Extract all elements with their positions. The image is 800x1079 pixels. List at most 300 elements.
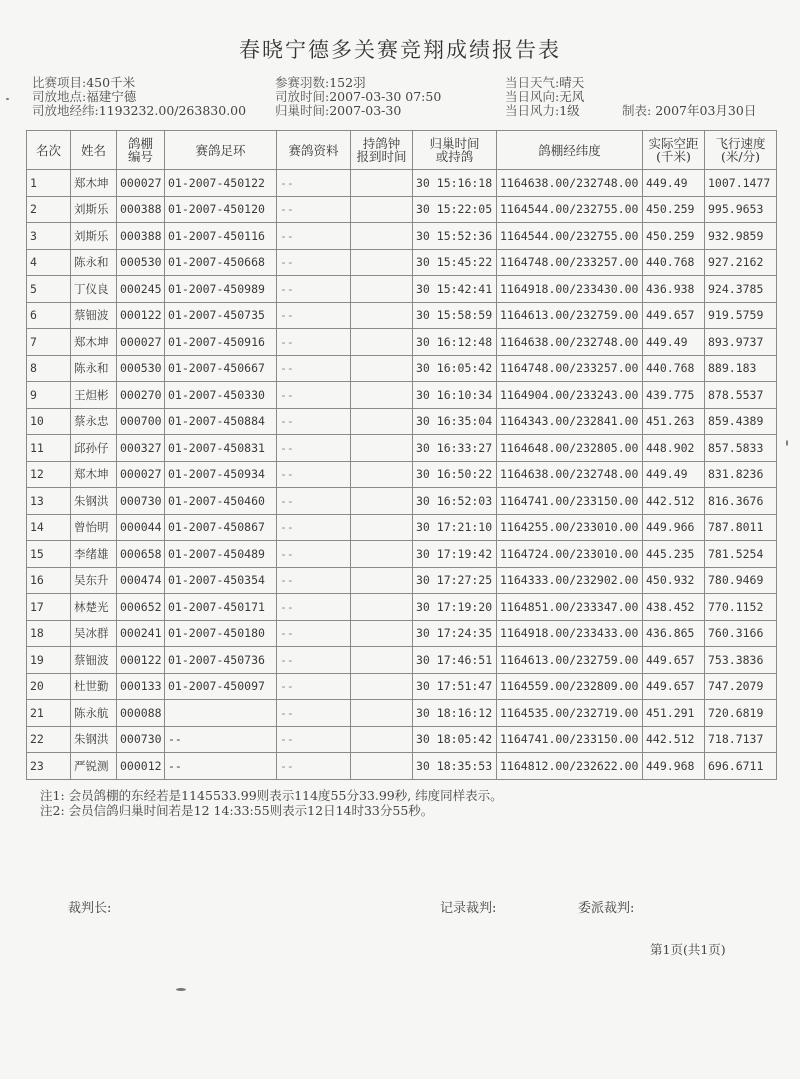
cell-arrive: 30 18:35:53 (413, 753, 497, 780)
cell-name: 曾怡明 (71, 514, 117, 541)
cell-speed: 831.8236 (705, 461, 777, 488)
cell-name: 朱钢洪 (71, 488, 117, 515)
cell-ring: 01-2007-450884 (165, 408, 277, 435)
table-row (27, 196, 777, 223)
cell-arrive: 30 15:16:18 (413, 170, 497, 197)
table-row (27, 223, 777, 250)
cell-clock (351, 673, 413, 700)
cell-name: 陈永和 (71, 355, 117, 382)
cell-ring: 01-2007-450330 (165, 382, 277, 409)
cell-distance: 440.768 (643, 249, 705, 276)
weather-value: 晴天 (559, 75, 585, 90)
scan-speck (786, 440, 788, 446)
cell-coords: 1164333.00/232902.00 (497, 567, 643, 594)
table-row (27, 355, 777, 382)
cell-name: 陈永和 (71, 249, 117, 276)
header-arrive-line1: 归巢时间 (429, 136, 480, 151)
cell-speed: 924.3785 (705, 276, 777, 303)
cell-coords: 1164748.00/233257.00 (497, 249, 643, 276)
cell-ring: -- (165, 726, 277, 753)
print-value: 2007年03月30日 (655, 103, 757, 118)
cell-info: -- (277, 196, 351, 223)
cell-distance: 442.512 (643, 488, 705, 515)
report-title: 春晓宁德多关赛竞翔成绩报告表 (239, 38, 561, 62)
cell-arrive: 30 18:05:42 (413, 726, 497, 753)
cell-arrive: 30 16:12:48 (413, 329, 497, 356)
cell-ring: 01-2007-450916 (165, 329, 277, 356)
table-row (27, 382, 777, 409)
cell-info: -- (277, 355, 351, 382)
cell-distance: 449.49 (643, 329, 705, 356)
table-row (27, 461, 777, 488)
cell-speed: 747.2079 (705, 673, 777, 700)
cell-coop: 000027 (117, 170, 165, 197)
cell-rank: 21 (27, 700, 71, 727)
cell-name: 李绪雄 (71, 541, 117, 568)
cell-coords: 1164918.00/233430.00 (497, 276, 643, 303)
cell-info: -- (277, 329, 351, 356)
cell-coords: 1164724.00/233010.00 (497, 541, 643, 568)
info-return (275, 104, 401, 118)
info-coords (32, 104, 246, 118)
entries-value: 152羽 (329, 75, 366, 90)
entries-label: 参赛羽数: (275, 75, 330, 90)
cell-clock (351, 620, 413, 647)
cell-distance: 449.49 (643, 461, 705, 488)
header-clock-line1: 持鸽钟 (362, 136, 401, 151)
cell-speed: 932.9859 (705, 223, 777, 250)
cell-arrive: 30 16:33:27 (413, 435, 497, 462)
cell-distance: 449.657 (643, 673, 705, 700)
header-speed-line1: 飞行速度 (715, 136, 766, 151)
cell-clock (351, 647, 413, 674)
table-row (27, 700, 777, 727)
cell-ring: 01-2007-450122 (165, 170, 277, 197)
table-row (27, 753, 777, 780)
cell-coords: 1164613.00/232759.00 (497, 302, 643, 329)
cell-name: 邱孙仔 (71, 435, 117, 462)
cell-name: 蔡钿波 (71, 302, 117, 329)
info-event (32, 76, 135, 90)
print-label: 制表: (622, 103, 652, 118)
signature-record-referee: 记录裁判: (440, 901, 497, 916)
cell-coop: 000245 (117, 276, 165, 303)
cell-name: 刘斯乐 (71, 196, 117, 223)
signature-delegate-referee: 委派裁判: (578, 901, 635, 916)
table-row (27, 435, 777, 462)
cell-speed: 696.6711 (705, 753, 777, 780)
table-row (27, 567, 777, 594)
cell-name: 刘斯乐 (71, 223, 117, 250)
release-label: 司放时间: (275, 89, 330, 104)
cell-info: -- (277, 620, 351, 647)
cell-distance: 449.966 (643, 514, 705, 541)
cell-distance: 445.235 (643, 541, 705, 568)
return-label: 归巢时间: (275, 103, 330, 118)
cell-clock (351, 223, 413, 250)
table-row (27, 514, 777, 541)
cell-coords: 1164559.00/232809.00 (497, 673, 643, 700)
cell-coop: 000388 (117, 223, 165, 250)
cell-name: 陈永航 (71, 700, 117, 727)
cell-speed: 718.7137 (705, 726, 777, 753)
cell-info: -- (277, 170, 351, 197)
cell-coords: 1164812.00/232622.00 (497, 753, 643, 780)
results-body (27, 170, 777, 780)
header-coop-line1: 鸽棚 (127, 136, 153, 151)
cell-clock (351, 594, 413, 621)
cell-coop: 000388 (117, 196, 165, 223)
cell-rank: 2 (27, 196, 71, 223)
cell-ring (165, 700, 277, 727)
cell-speed: 1007.1477 (705, 170, 777, 197)
cell-arrive: 30 16:35:04 (413, 408, 497, 435)
cell-speed: 816.3676 (705, 488, 777, 515)
cell-coop: 000652 (117, 594, 165, 621)
cell-rank: 20 (27, 673, 71, 700)
cell-rank: 19 (27, 647, 71, 674)
table-row (27, 408, 777, 435)
cell-distance: 451.291 (643, 700, 705, 727)
scan-speck (6, 98, 9, 100)
cell-rank: 7 (27, 329, 71, 356)
cell-rank: 15 (27, 541, 71, 568)
cell-coop: 000012 (117, 753, 165, 780)
cell-speed: 753.3836 (705, 647, 777, 674)
cell-arrive: 30 15:42:41 (413, 276, 497, 303)
wind-direction-value: 无风 (559, 89, 585, 104)
cell-info: -- (277, 435, 351, 462)
header-coords: 鸽棚经纬度 (497, 131, 643, 170)
cell-speed: 787.8011 (705, 514, 777, 541)
cell-info: -- (277, 726, 351, 753)
cell-distance: 449.49 (643, 170, 705, 197)
cell-info: -- (277, 700, 351, 727)
table-row (27, 620, 777, 647)
cell-coop: 000474 (117, 567, 165, 594)
info-print-date (622, 104, 756, 118)
cell-arrive: 30 16:52:03 (413, 488, 497, 515)
cell-clock (351, 408, 413, 435)
cell-name: 郑木坤 (71, 461, 117, 488)
cell-ring: 01-2007-450989 (165, 276, 277, 303)
cell-ring: 01-2007-450171 (165, 594, 277, 621)
table-row (27, 726, 777, 753)
cell-arrive: 30 17:21:10 (413, 514, 497, 541)
cell-coords: 1164343.00/232841.00 (497, 408, 643, 435)
place-label: 司放地点: (32, 89, 87, 104)
header-coop-line2: 编号 (127, 149, 153, 164)
cell-info: -- (277, 673, 351, 700)
cell-clock (351, 753, 413, 780)
table-row (27, 541, 777, 568)
cell-speed: 878.5537 (705, 382, 777, 409)
cell-clock (351, 382, 413, 409)
cell-rank: 13 (27, 488, 71, 515)
info-place (32, 90, 136, 104)
cell-info: -- (277, 461, 351, 488)
cell-ring: 01-2007-450354 (165, 567, 277, 594)
footnotes (40, 788, 503, 818)
header-arrive (413, 131, 497, 170)
cell-distance: 449.968 (643, 753, 705, 780)
scan-speck (176, 988, 186, 991)
cell-coop: 000730 (117, 488, 165, 515)
header-distance-line1: 实际空距 (648, 136, 699, 151)
cell-coords: 1164918.00/233433.00 (497, 620, 643, 647)
cell-rank: 4 (27, 249, 71, 276)
table-header-row (27, 131, 777, 170)
event-value: 450千米 (86, 75, 136, 90)
cell-coop: 000122 (117, 302, 165, 329)
cell-coop: 000530 (117, 355, 165, 382)
cell-speed: 780.9469 (705, 567, 777, 594)
cell-info: -- (277, 249, 351, 276)
cell-distance: 450.259 (643, 196, 705, 223)
cell-distance: 449.657 (643, 302, 705, 329)
cell-speed: 995.9653 (705, 196, 777, 223)
cell-clock (351, 461, 413, 488)
cell-info: -- (277, 594, 351, 621)
cell-rank: 11 (27, 435, 71, 462)
place-value: 福建宁德 (86, 89, 137, 104)
cell-arrive: 30 16:50:22 (413, 461, 497, 488)
cell-clock (351, 355, 413, 382)
cell-coop: 000044 (117, 514, 165, 541)
cell-info: -- (277, 753, 351, 780)
table-row (27, 170, 777, 197)
cell-coop: 000241 (117, 620, 165, 647)
cell-arrive: 30 17:24:35 (413, 620, 497, 647)
cell-rank: 1 (27, 170, 71, 197)
cell-coop: 000027 (117, 461, 165, 488)
cell-name: 吴冰群 (71, 620, 117, 647)
cell-ring: 01-2007-450867 (165, 514, 277, 541)
cell-ring: 01-2007-450667 (165, 355, 277, 382)
header-ring: 赛鸽足环 (165, 131, 277, 170)
table-row (27, 329, 777, 356)
cell-ring: 01-2007-450831 (165, 435, 277, 462)
cell-name: 丁仪良 (71, 276, 117, 303)
cell-clock (351, 700, 413, 727)
cell-ring: 01-2007-450116 (165, 223, 277, 250)
header-info: 赛鸽资料 (277, 131, 351, 170)
cell-coords: 1164741.00/233150.00 (497, 726, 643, 753)
cell-distance: 450.259 (643, 223, 705, 250)
info-wind-direction (505, 90, 584, 104)
cell-rank: 3 (27, 223, 71, 250)
header-clock-line2: 报到时间 (356, 149, 407, 164)
cell-info: -- (277, 647, 351, 674)
cell-distance: 436.865 (643, 620, 705, 647)
cell-arrive: 30 17:27:25 (413, 567, 497, 594)
cell-name: 杜世勤 (71, 673, 117, 700)
cell-coop: 000327 (117, 435, 165, 462)
cell-coop: 000530 (117, 249, 165, 276)
cell-name: 严锐测 (71, 753, 117, 780)
cell-ring: 01-2007-450934 (165, 461, 277, 488)
cell-name: 吴东升 (71, 567, 117, 594)
cell-info: -- (277, 302, 351, 329)
cell-coop: 000658 (117, 541, 165, 568)
cell-name: 王炟彬 (71, 382, 117, 409)
table-row (27, 302, 777, 329)
header-arrive-line2: 或持鸽 (435, 149, 474, 164)
cell-info: -- (277, 382, 351, 409)
event-label: 比赛项目: (32, 75, 87, 90)
cell-clock (351, 329, 413, 356)
cell-distance: 451.263 (643, 408, 705, 435)
cell-arrive: 30 15:52:36 (413, 223, 497, 250)
cell-arrive: 30 16:10:34 (413, 382, 497, 409)
cell-speed: 770.1152 (705, 594, 777, 621)
cell-arrive: 30 17:46:51 (413, 647, 497, 674)
cell-rank: 10 (27, 408, 71, 435)
cell-info: -- (277, 408, 351, 435)
cell-rank: 9 (27, 382, 71, 409)
cell-coop: 000133 (117, 673, 165, 700)
cell-rank: 16 (27, 567, 71, 594)
cell-speed: 919.5759 (705, 302, 777, 329)
cell-speed: 893.9737 (705, 329, 777, 356)
cell-rank: 18 (27, 620, 71, 647)
coords-label: 司放地经纬: (32, 103, 99, 118)
cell-rank: 14 (27, 514, 71, 541)
cell-speed: 720.6819 (705, 700, 777, 727)
cell-rank: 17 (27, 594, 71, 621)
cell-info: -- (277, 541, 351, 568)
release-value: 2007-03-30 07:50 (329, 89, 442, 104)
cell-arrive: 30 17:51:47 (413, 673, 497, 700)
cell-coords: 1164851.00/233347.00 (497, 594, 643, 621)
cell-clock (351, 170, 413, 197)
cell-ring: -- (165, 753, 277, 780)
cell-rank: 8 (27, 355, 71, 382)
cell-speed: 760.3166 (705, 620, 777, 647)
cell-arrive: 30 18:16:12 (413, 700, 497, 727)
cell-clock (351, 249, 413, 276)
info-wind-power (505, 104, 580, 118)
page-number: 第1页(共1页) (650, 942, 726, 957)
cell-coop: 000088 (117, 700, 165, 727)
cell-distance: 448.902 (643, 435, 705, 462)
cell-ring: 01-2007-450097 (165, 673, 277, 700)
cell-distance: 440.768 (643, 355, 705, 382)
cell-rank: 12 (27, 461, 71, 488)
cell-name: 蔡钿波 (71, 647, 117, 674)
cell-coords: 1164613.00/232759.00 (497, 647, 643, 674)
cell-distance: 449.657 (643, 647, 705, 674)
cell-coords: 1164904.00/233243.00 (497, 382, 643, 409)
header-name: 姓名 (71, 131, 117, 170)
cell-name: 郑木坤 (71, 170, 117, 197)
cell-ring: 01-2007-450180 (165, 620, 277, 647)
header-coop (117, 131, 165, 170)
cell-clock (351, 726, 413, 753)
cell-coop: 000122 (117, 647, 165, 674)
cell-clock (351, 276, 413, 303)
cell-arrive: 30 15:22:05 (413, 196, 497, 223)
return-value: 2007-03-30 (329, 103, 402, 118)
header-rank: 名次 (27, 131, 71, 170)
cell-coords: 1164638.00/232748.00 (497, 170, 643, 197)
cell-name: 蔡永忠 (71, 408, 117, 435)
cell-distance: 436.938 (643, 276, 705, 303)
coords-value: 1193232.00/263830.00 (98, 103, 247, 118)
info-release (275, 90, 441, 104)
cell-ring: 01-2007-450120 (165, 196, 277, 223)
signature-referee-chief: 裁判长: (68, 901, 112, 916)
info-weather (505, 76, 584, 90)
cell-coop: 000027 (117, 329, 165, 356)
cell-arrive: 30 16:05:42 (413, 355, 497, 382)
cell-coords: 1164648.00/232805.00 (497, 435, 643, 462)
table-row (27, 594, 777, 621)
cell-info: -- (277, 223, 351, 250)
header-clock (351, 131, 413, 170)
table-row (27, 647, 777, 674)
cell-coop: 000700 (117, 408, 165, 435)
cell-clock (351, 567, 413, 594)
cell-distance: 439.775 (643, 382, 705, 409)
table-row (27, 673, 777, 700)
cell-coords: 1164741.00/233150.00 (497, 488, 643, 515)
cell-info: -- (277, 514, 351, 541)
cell-clock (351, 435, 413, 462)
cell-speed: 859.4389 (705, 408, 777, 435)
cell-ring: 01-2007-450489 (165, 541, 277, 568)
wind-power-value: 1级 (559, 103, 580, 118)
cell-rank: 5 (27, 276, 71, 303)
cell-distance: 450.932 (643, 567, 705, 594)
cell-coords: 1164255.00/233010.00 (497, 514, 643, 541)
cell-rank: 23 (27, 753, 71, 780)
table-row (27, 276, 777, 303)
cell-info: -- (277, 567, 351, 594)
table-row (27, 488, 777, 515)
cell-name: 郑木坤 (71, 329, 117, 356)
footnote-1: 注1: 会员鸽棚的东经若是1145533.99则表示114度55分33.99秒, 纬度同样表示。 (40, 788, 503, 803)
cell-coords: 1164638.00/232748.00 (497, 461, 643, 488)
wind-power-label: 当日风力: (505, 103, 560, 118)
cell-coords: 1164535.00/232719.00 (497, 700, 643, 727)
header-distance (643, 131, 705, 170)
header-distance-line2: (千米) (656, 149, 691, 164)
cell-coop: 000270 (117, 382, 165, 409)
weather-label: 当日天气: (505, 75, 560, 90)
cell-rank: 22 (27, 726, 71, 753)
cell-speed: 889.183 (705, 355, 777, 382)
cell-speed: 857.5833 (705, 435, 777, 462)
cell-clock (351, 488, 413, 515)
cell-rank: 6 (27, 302, 71, 329)
cell-ring: 01-2007-450668 (165, 249, 277, 276)
cell-info: -- (277, 276, 351, 303)
table-row (27, 249, 777, 276)
cell-clock (351, 514, 413, 541)
footnote-2: 注2: 会员信鸽归巢时间若是12 14:33:55则表示12日14时33分55秒。 (40, 803, 434, 818)
header-speed-line2: (米/分) (721, 149, 760, 164)
cell-info: -- (277, 488, 351, 515)
cell-speed: 927.2162 (705, 249, 777, 276)
cell-distance: 442.512 (643, 726, 705, 753)
cell-coords: 1164638.00/232748.00 (497, 329, 643, 356)
cell-name: 朱钢洪 (71, 726, 117, 753)
cell-clock (351, 541, 413, 568)
info-entries (275, 76, 366, 90)
cell-ring: 01-2007-450736 (165, 647, 277, 674)
cell-speed: 781.5254 (705, 541, 777, 568)
